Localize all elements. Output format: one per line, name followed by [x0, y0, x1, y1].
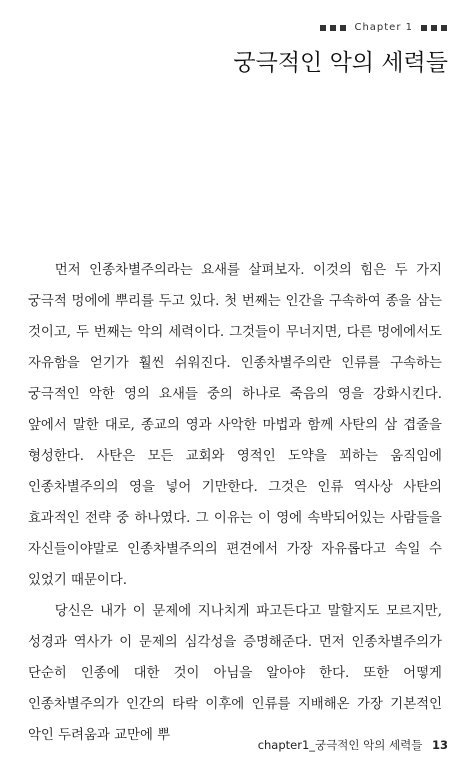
square-bullet-icon: [340, 25, 346, 31]
page-footer: [258, 737, 448, 753]
paragraph: 당신은 내가 이 문제에 지나치게 파고든다고 말할지도 모르지만, 성경과 역사가 이 문제의 심각성을 증명해준다. 먼저 인종차별주의가 단순히 인종에 대한 것이 아님을 알아야 한다. 또한 어떻게 인종차별주의가 인간의 타락 이후에 인류를 지배해온 가장 기본적인 악인 두려움과 교만에 뿌: [28, 604, 442, 743]
square-bullet-icon: [330, 25, 336, 31]
body-text: [28, 255, 442, 751]
chapter-marker: [319, 22, 448, 33]
chapter-label: Chapter 1: [354, 22, 413, 33]
running-head: chapter1_궁극적인 악의 세력들: [257, 738, 423, 752]
paragraph: 먼저 인종차별주의라는 요새를 살펴보자. 이것의 힘은 두 가지 궁극적 멍에에 뿌리를 두고 있다. 첫 번째는 인간을 구속하여 종을 삼는 것이고, 두 번째는 악의 세력이다. 그것들이 무너지면, 다른 멍에에서도 자유함을 얻기가 훨씬 쉬워진다. 인종차별주의란 인류를 구속하는 궁극적인 악한 영의 요새들 중의 하나로 죽음의 영을 강화시킨다. 앞에서 말한 대로, 종교의 영과 사악한 마법과 함께 사탄의 삼 겹줄을 형성한다. 사탄은 모든 교회와 영적인 도약을 꾀하는 움직임에 인종차별주의의 영을 넣어 기만한다. 그것은 인류 역사상 사탄의 효과적인 전략 중 하나였다. 그 이유는 이 영에 속박되어있는 사람들을 자신들이야말로 인종차별주의의 편견에서 가장 자유롭다고 속일 수 있었기 때문이다.: [28, 263, 442, 588]
square-bullet-icon: [421, 25, 427, 31]
square-bullet-icon: [441, 25, 447, 31]
square-bullet-icon: [431, 25, 437, 31]
page-number: 13: [431, 738, 448, 752]
chapter-title: 궁극적인 악의 세력들: [233, 50, 448, 76]
square-bullet-icon: [320, 25, 326, 31]
